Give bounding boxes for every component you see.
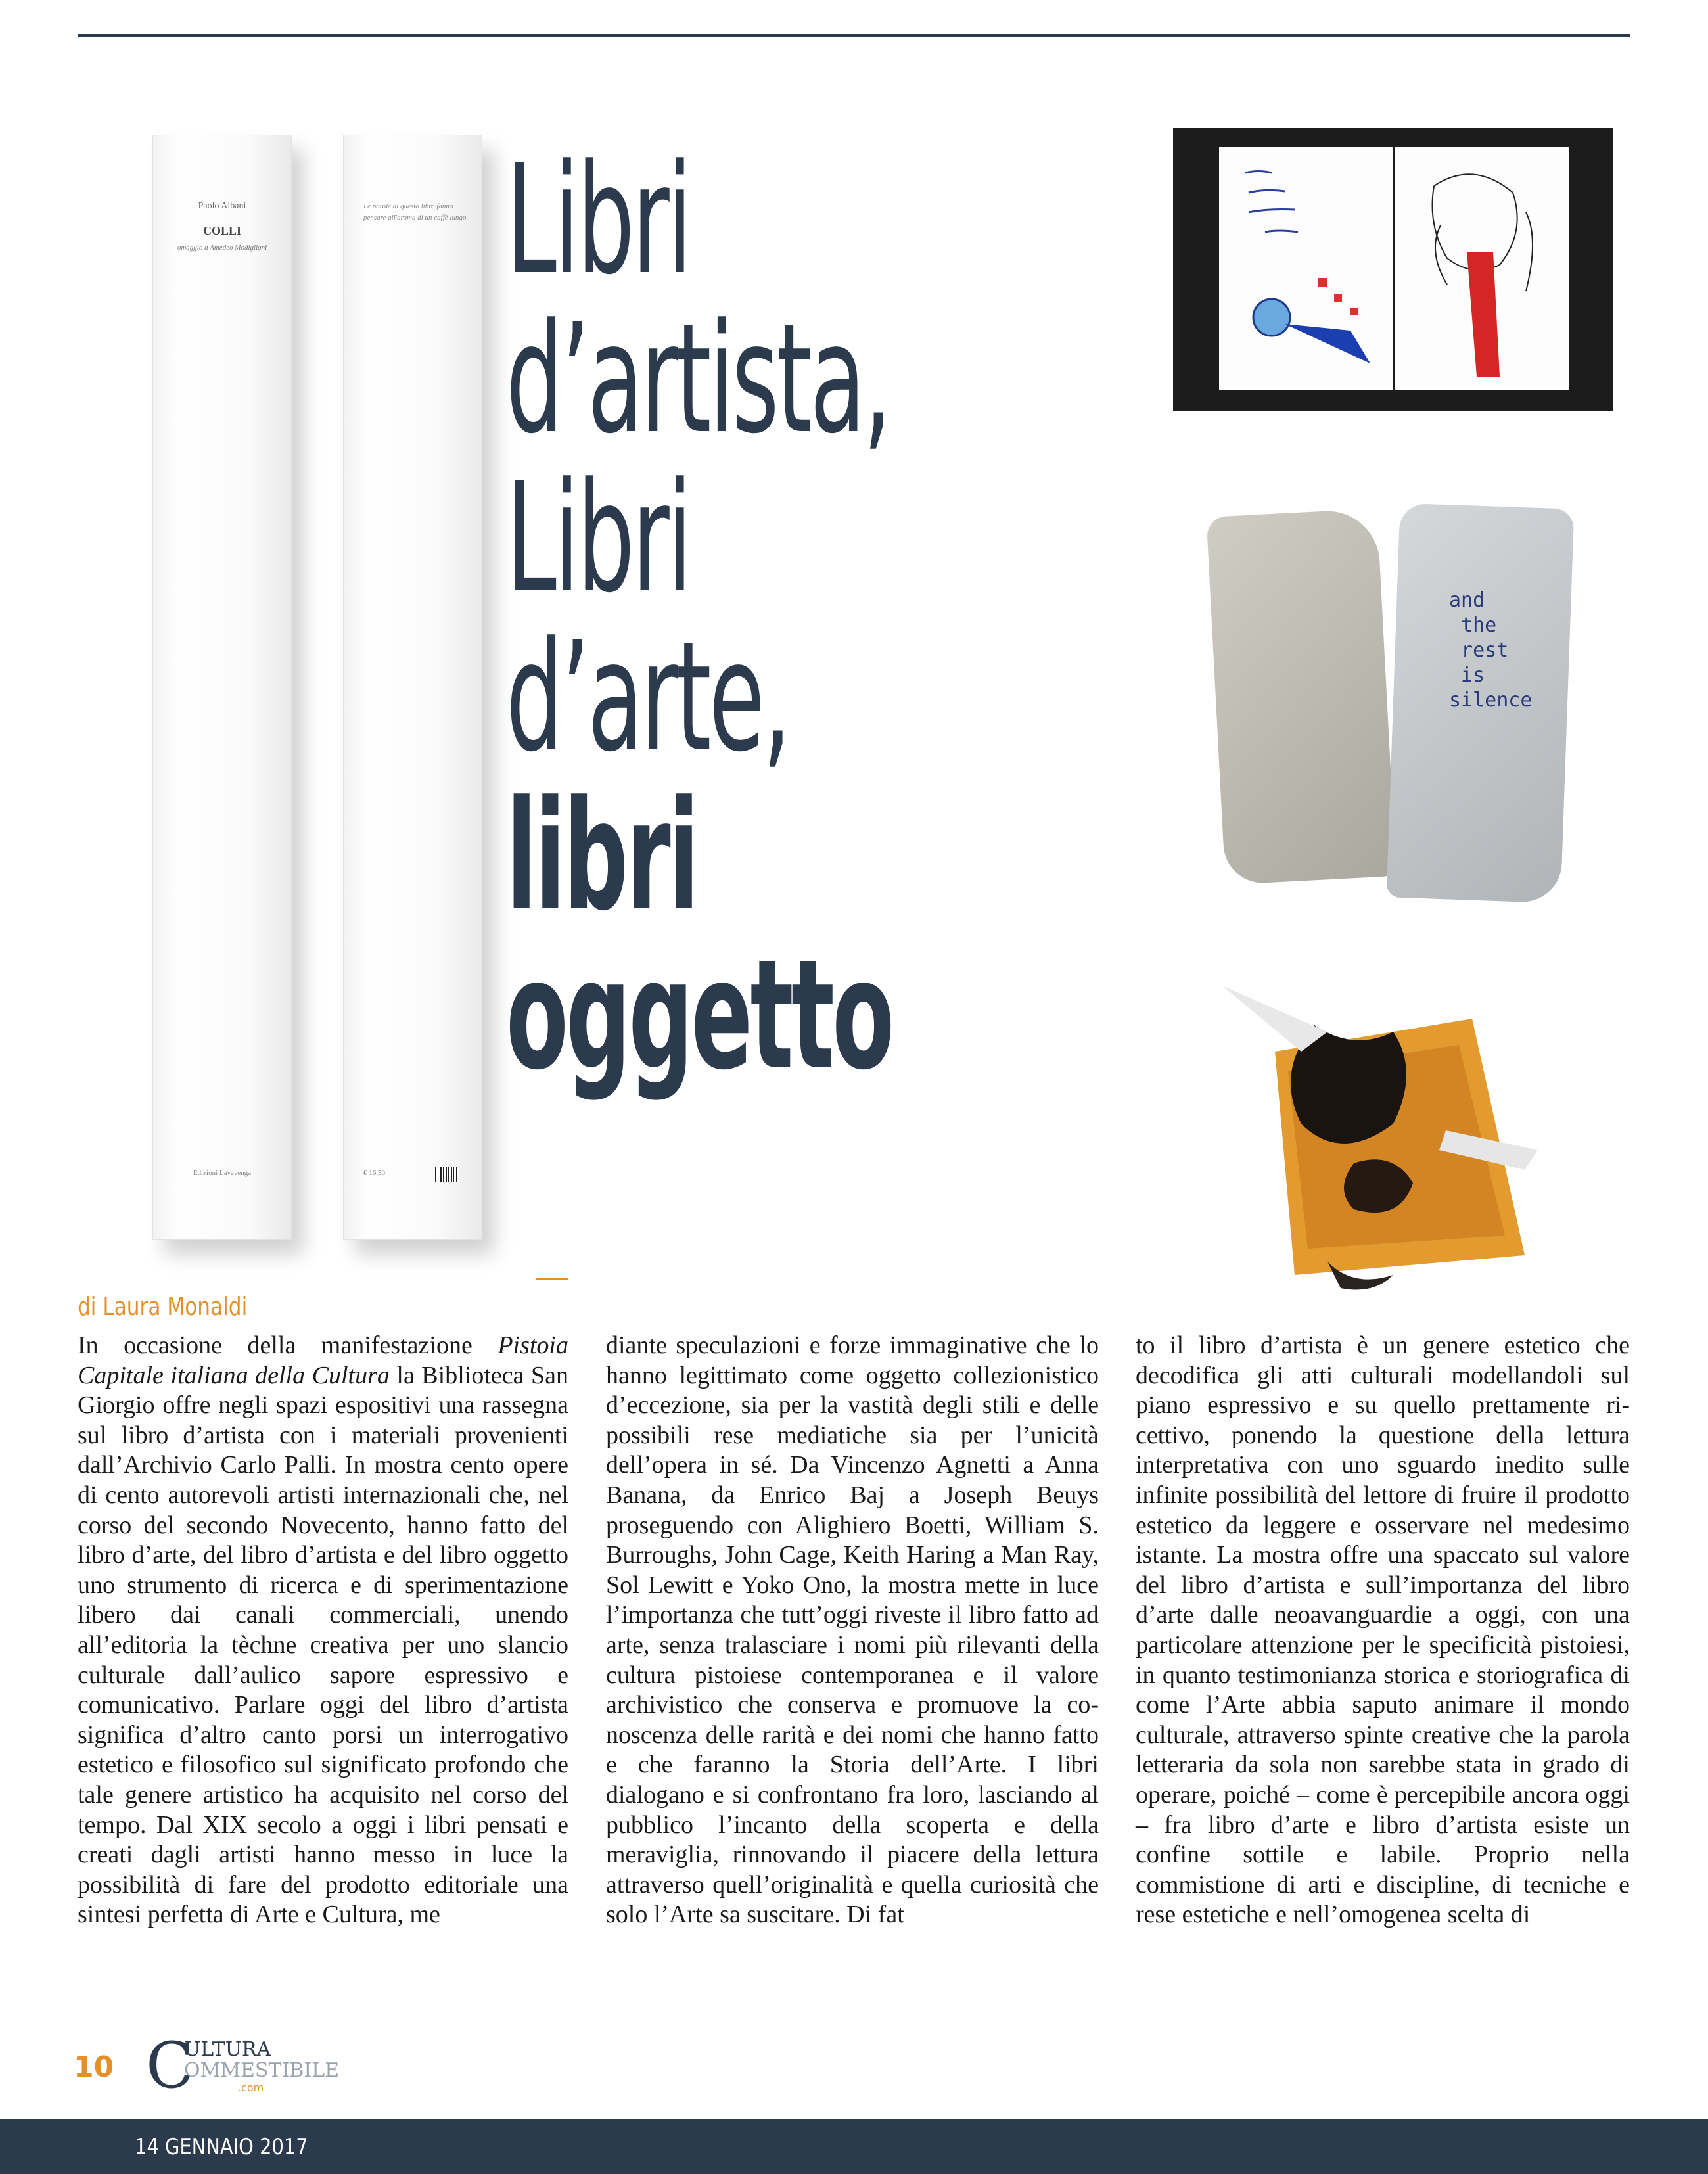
- book-back-text: Le parole di questo libro fanno pensare all'aroma di un caffè lungo.: [363, 202, 469, 221]
- headline-line: Libri: [506, 133, 690, 308]
- drawing-left: [1219, 147, 1393, 390]
- book-publisher: Edizioni Lavavenga: [193, 1169, 252, 1177]
- book-box-front-image: [152, 135, 292, 1240]
- book-box-back-image: [343, 135, 482, 1240]
- artist-book-image: [1173, 128, 1613, 411]
- stone-handwriting: and the rest is silence: [1449, 589, 1533, 712]
- book-author: Paolo Albani: [198, 201, 246, 211]
- headline-line: Libri: [506, 451, 690, 626]
- book-title: COLLI: [202, 224, 242, 237]
- svg-text:C: C: [146, 2036, 195, 2095]
- headline: [506, 133, 892, 1103]
- article-text: la Biblioteca San Giorgio offre negli spazi espositivi una rassegna sul libro d’artista con i materiali provenienti dall’Archivio Carlo Palli. In mostra cento opere di cento autorevoli artisti internazionali che, nel corso del secondo Novecento, hanno fatto del libro d’arte, del libro d’artista e del libro oggetto uno strumento di ricerca e di sperimentazione libero dai canali commerciali, unendo all’editoria la tèchne creativa per uno slancio culturale dall’aulico sapore espressivo e comunicativo. Parlare oggi del libro d’artista significa d’altro canto porsi un interrogativo estetico e filosofico sul significato profondo che tale genere artistico ha acquisito nel corso del tempo. Dal XIX secolo a oggi i libri pensati e creati dagli artisti hanno messo in luce la possibilità di fare del prodotto editoriale una sintesi perfetta di Arte e Cultura, me: [78, 1361, 568, 1929]
- drawing-right: [1395, 147, 1569, 390]
- logo-dotcom: .com: [238, 2081, 264, 2094]
- stone-book-left-image: [1207, 509, 1396, 885]
- burnt-book-object-image: [1196, 946, 1551, 1301]
- article-column-2: diante speculazioni e forze immaginative che lo hanno legittimato come oggetto collezionistico d’eccezione, sia per la vastità degli stili e delle possibili rese mediatiche sia per l’unicità dell’opera in sé. Da Vincenzo Agnetti a Anna Banana, da Enrico Baj a Joseph Beuys proseguendo con Alighiero Boetti, William S. Burroughs, John Cage, Keith Haring a Man Ray, Sol Lewitt e Yoko Ono, la mostra mette in luce l’importanza che tutt’oggi riveste il libro fatto ad arte, senza tralasciare i nomi più rilevanti della cultura pistoiese contemporanea e il valore archivistico che conserva e promuove la conoscenza delle rarità e dei nomi che hanno fatto e che faranno la Storia dell’Arte. I libri dialogano e si confrontano fra loro, lasciando al pubblico l’incanto della scoperta e della meraviglia, rinnovando il piacere della lettura attraverso quell’originalità e quella curiosità che solo l’Arte sa suscitare. Di fat: [606, 1331, 1099, 1929]
- logo-line-1: ULTURA: [184, 2038, 271, 2061]
- page-number: 10: [74, 2050, 114, 2084]
- book-page-right: [1395, 147, 1569, 390]
- headline-line: libri: [506, 769, 697, 944]
- book-page-left: [1219, 147, 1393, 390]
- article-text: In occasione della manifestazione: [78, 1331, 498, 1359]
- byline: di Laura Monaldi: [78, 1292, 248, 1321]
- logo-line-2: OMMESTIBILE: [184, 2059, 340, 2082]
- issue-date: 14 GENNAIO 2017: [135, 2134, 308, 2160]
- top-rule: [78, 34, 1630, 37]
- headline-line: d’artista,: [506, 292, 890, 467]
- article-column-1: [78, 1331, 568, 1930]
- headline-line: oggetto: [506, 928, 892, 1103]
- event-name: Pistoia Capitale italiana della Cultura: [78, 1331, 568, 1389]
- cultura-commestibile-logo: [146, 2036, 343, 2095]
- book-price: € 16,50: [363, 1169, 385, 1177]
- headline-line: d’arte,: [506, 610, 789, 785]
- barcode: [435, 1167, 459, 1182]
- orange-dash: [536, 1278, 568, 1280]
- book-subtitle: omaggio a Amedeo Modigliani: [177, 244, 267, 252]
- article-column-3: to il libro d’artista è un genere estetico che decodifica gli atti culturali modellandoli sul piano espressivo e su quello prettamente ricettivo, ponendo la questione della lettura interpretativa con uno sguardo inedito sulle infinite possibilità del lettore di fruire il prodotto estetico da leggere e osservare nel medesimo istante. La mostra offre una spaccato sul valore del libro d’artista e sull’importanza del libro d’arte dalle neoavanguardie a oggi, con una particolare attenzione per le specificità pistoiesi, in quanto testimonianza storica e storiografica di come l’Arte abbia saputo animare il mondo culturale, attraverso spinte creative che la parola letteraria da sola non sarebbe stata in grado di operare, poiché – come è percepibile ancora oggi – fra libro d’arte e libro d’artista esiste un confine sottile e labile. Proprio nella commistione di arti e discipline, di tecniche e rese estetiche e nell’omogenea scelta di: [1136, 1331, 1630, 1929]
